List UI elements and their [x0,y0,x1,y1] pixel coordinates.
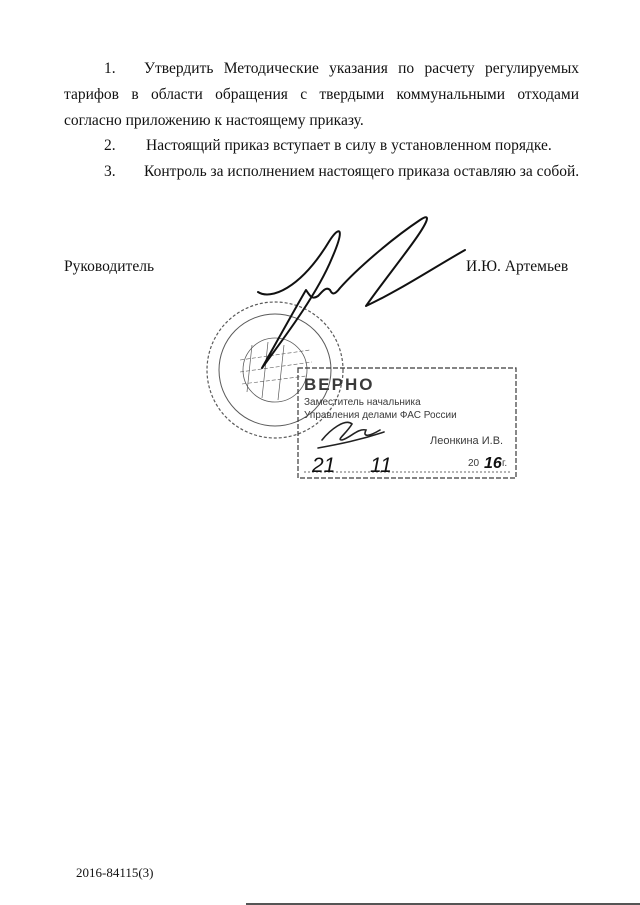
stamp-signer: Леонкина И.В. [430,435,504,447]
signatory-title: Руководитель [64,258,155,275]
stamp-year-unit: г. [502,458,508,469]
stamp-initial-signature [318,422,384,448]
item-number: 1. [104,60,116,77]
stamp-heading: ВЕРНО [304,375,375,394]
stamp-line-1: Заместитель начальника [304,397,421,408]
document-registration-code: 2016-84115(3) [76,865,154,880]
item-text: Утвердить Методические указания по расчету регулируемых тарифов в области обращения с твердыми коммунальными отходами согласно приложению к настоящему приказу. [64,60,579,129]
item-text: Контроль за исполнением настоящего приказа оставляю за собой. [144,163,580,180]
certification-stamp [298,368,516,478]
item-number: 2. [104,137,116,154]
item-text: Настоящий приказ вступает в силу в установленном порядке. [146,137,552,154]
signatory-name: И.Ю. Артемьев [466,258,569,275]
stamp-year-prefix: 20 [468,458,480,469]
official-seal [207,302,343,438]
director-signature [258,217,465,368]
date-month: 11 [370,454,392,477]
item-number: 3. [104,163,116,180]
date-year-suffix: 16 [484,455,502,472]
stamp-line-2: Управления делами ФАС России [304,410,457,421]
date-day: 21 [312,454,336,477]
